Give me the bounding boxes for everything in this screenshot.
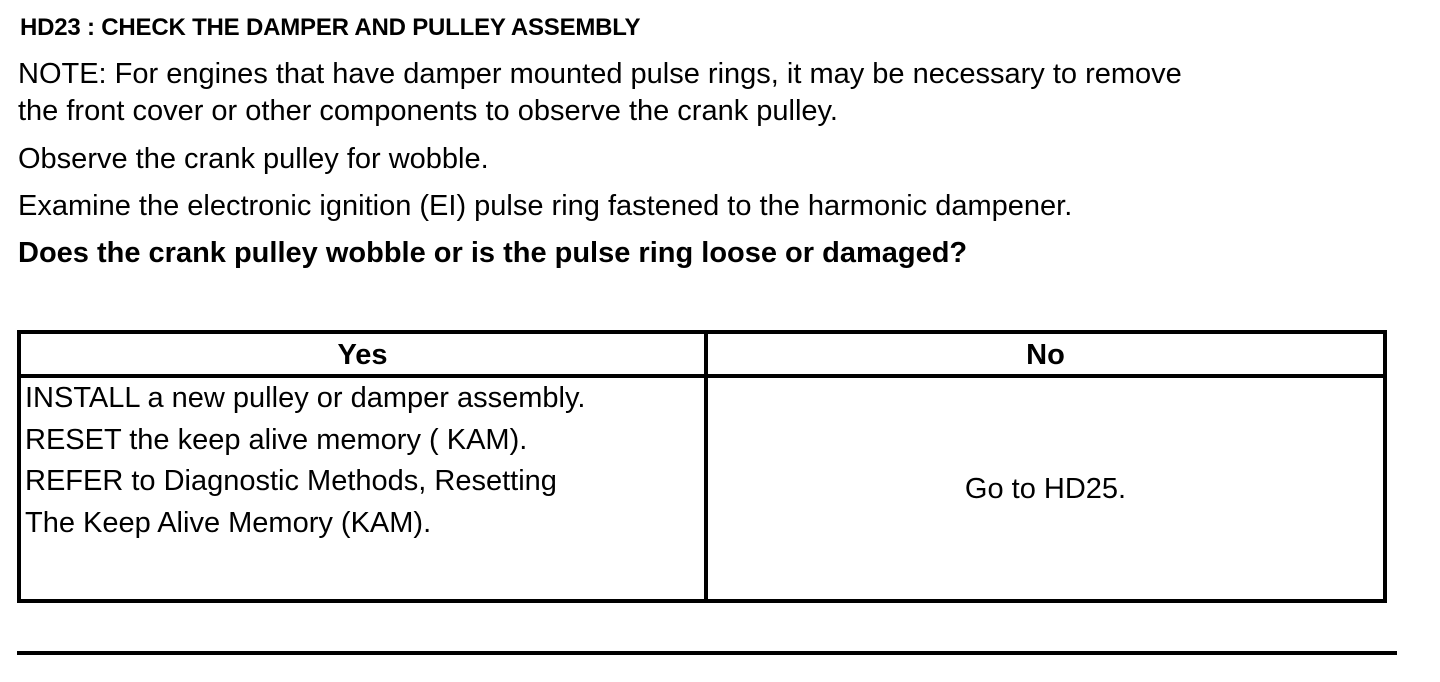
yes-action-install: INSTALL a new pulley or damper assembly. [25,382,586,414]
note-line-1: NOTE: For engines that have damper mounted pulse rings, it may be necessary to remove [18,58,1182,90]
examine-instruction: Examine the electronic ignition (EI) pulse ring fastened to the harmonic dampener. [18,190,1073,222]
yes-action-cell [25,378,700,544]
yes-action-refer-cont: The Keep Alive Memory (KAM). [25,506,432,539]
yes-action-refer: REFER to Diagnostic Methods, Resetting [25,465,557,497]
yes-action-reset: RESET the keep alive memory ( KAM). [25,423,528,456]
note-line-2: the front cover or other components to observe the crank pulley. [18,95,838,127]
yes-column-header: Yes [337,339,388,371]
note-paragraph [18,56,1182,130]
observe-instruction: Observe the crank pulley for wobble. [18,143,489,175]
diagnostic-question: Does the crank pulley wobble or is the pulse ring loose or damaged? [18,237,968,269]
decision-table [17,330,1387,603]
procedure-heading: HD23 : CHECK THE DAMPER AND PULLEY ASSEMBLY [20,14,641,41]
no-column-header: No [1026,339,1065,371]
bottom-divider-line [17,651,1397,655]
no-action-cell: Go to HD25. [964,473,1127,505]
